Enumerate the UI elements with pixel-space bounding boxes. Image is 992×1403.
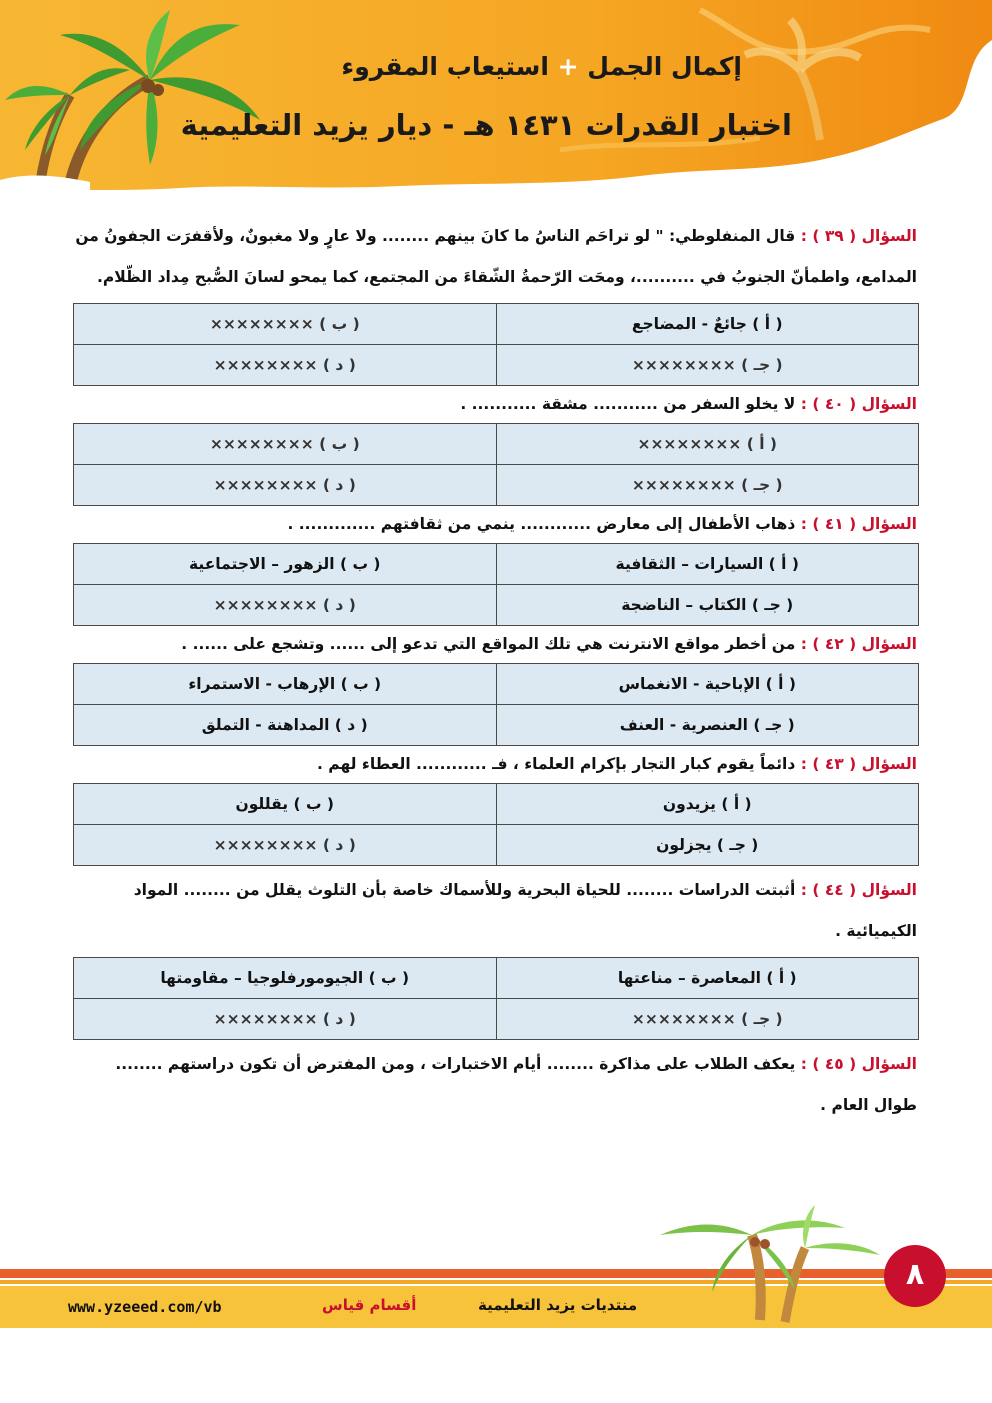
option-d[interactable]: ( د ) ×××××××× xyxy=(74,465,497,506)
question-text: من أخطر مواقع الانترنت هي تلك المواقع التي تدعو إلى ...... وتشجع على ...... . xyxy=(181,635,796,653)
option-c[interactable]: ( جـ ) ×××××××× xyxy=(496,345,919,386)
question-43 xyxy=(73,750,919,778)
option-a[interactable]: ( أ ) المعاصرة – مناعتها xyxy=(496,958,919,999)
options-table-44 xyxy=(73,957,919,1040)
question-45 xyxy=(73,1044,919,1126)
options-table-39 xyxy=(73,303,919,386)
question-text: لا يخلو السفر من ........... مشقة ........... . xyxy=(460,395,796,413)
option-c[interactable]: ( جـ ) يجزلون xyxy=(496,825,919,866)
question-41 xyxy=(73,510,919,538)
option-b[interactable]: ( ب ) الإرهاب - الاستمراء xyxy=(74,664,497,705)
question-label: السؤال ( ٤٢ ) : xyxy=(800,635,917,653)
footer-forum-name: منتديات يزيد التعليمية xyxy=(478,1296,638,1314)
question-label: السؤال ( ٤١ ) : xyxy=(800,515,917,533)
question-label: السؤال ( ٣٩ ) : xyxy=(800,227,917,245)
option-a[interactable]: ( أ ) يزيدون xyxy=(496,784,919,825)
option-c[interactable]: ( جـ ) العنصرية - العنف xyxy=(496,705,919,746)
option-a[interactable]: ( أ ) جائعٌ - المضاجع xyxy=(496,304,919,345)
option-b[interactable]: ( ب ) يقللون xyxy=(74,784,497,825)
header-banner xyxy=(0,0,992,200)
question-text: قال المنفلوطي: " لو تراحَم الناسُ ما كانَ بينهم ........ ولا عارٍ ولا مغبونٌ، ولأقفرَت الجفونُ من المدامع، واطمأنّ الجنوبُ في ..........، ومحَت الرّحمةُ الشّقاءَ من المجتمع، كما يمحو لسانَ الصُّبح مِداد الظّلام. xyxy=(75,227,917,286)
options-table-41 xyxy=(73,543,919,626)
option-d[interactable]: ( د ) ×××××××× xyxy=(74,825,497,866)
question-text: أثبتت الدراسات ........ للحياة البحرية وللأسماك خاصة بأن التلوث يقلل من ........ المواد الكيميائية . xyxy=(133,881,917,940)
option-b[interactable]: ( ب ) الجيومورفلوجيا – مقاومتها xyxy=(74,958,497,999)
footer-url-link[interactable]: www.yzeeed.com/vb xyxy=(68,1298,222,1316)
footer-artwork xyxy=(0,1200,992,1340)
question-label: السؤال ( ٤٤ ) : xyxy=(800,881,917,899)
banner-title xyxy=(341,52,742,81)
question-40 xyxy=(73,390,919,418)
option-b[interactable]: ( ب ) الزهور – الاجتماعية xyxy=(74,544,497,585)
option-a[interactable]: ( أ ) ×××××××× xyxy=(496,424,919,465)
option-b[interactable]: ( ب ) ×××××××× xyxy=(74,424,497,465)
footer-section-link[interactable]: أقسام قياس xyxy=(322,1296,417,1314)
option-a[interactable]: ( أ ) الإباحية - الانغماس xyxy=(496,664,919,705)
question-44 xyxy=(73,870,919,952)
banner-title-part2: استيعاب المقروء xyxy=(341,52,549,81)
question-text: دائماً يقوم كبار التجار بإكرام العلماء ، فـ ............ العطاء لهم . xyxy=(317,755,796,773)
question-label: السؤال ( ٤٣ ) : xyxy=(800,755,917,773)
banner-title-part1: إكمال الجمل xyxy=(587,52,742,81)
option-d[interactable]: ( د ) ×××××××× xyxy=(74,999,497,1040)
option-c[interactable]: ( جـ ) الكتاب – الناضجة xyxy=(496,585,919,626)
question-text: يعكف الطلاب على مذاكرة ........ أيام الاختبارات ، ومن المفترض أن تكون دراستهم ........ طوال العام . xyxy=(115,1055,917,1114)
option-d[interactable]: ( د ) ×××××××× xyxy=(74,345,497,386)
question-39 xyxy=(73,216,919,298)
question-label: السؤال ( ٤٥ ) : xyxy=(800,1055,917,1073)
question-label: السؤال ( ٤٠ ) : xyxy=(800,395,917,413)
question-42 xyxy=(73,630,919,658)
option-b[interactable]: ( ب ) ×××××××× xyxy=(74,304,497,345)
footer-graphic xyxy=(0,1200,992,1340)
option-d[interactable]: ( د ) ×××××××× xyxy=(74,585,497,626)
option-a[interactable]: ( أ ) السيارات – الثقافية xyxy=(496,544,919,585)
banner-title-plus: + xyxy=(557,52,579,81)
banner-subtitle: اختبار القدرات ١٤٣١ هـ - ديار يزيد التعليمية xyxy=(180,108,792,142)
options-table-40 xyxy=(73,423,919,506)
option-d[interactable]: ( د ) المداهنة - التملق xyxy=(74,705,497,746)
option-c[interactable]: ( جـ ) ×××××××× xyxy=(496,465,919,506)
options-table-42 xyxy=(73,663,919,746)
question-text: ذهاب الأطفال إلى معارض ............ ينمي من ثقافتهم ............. . xyxy=(287,515,796,533)
questions-section xyxy=(73,216,919,1126)
page-number: ٨ xyxy=(884,1245,946,1307)
option-c[interactable]: ( جـ ) ×××××××× xyxy=(496,999,919,1040)
banner-artwork xyxy=(0,0,992,200)
options-table-43 xyxy=(73,783,919,866)
